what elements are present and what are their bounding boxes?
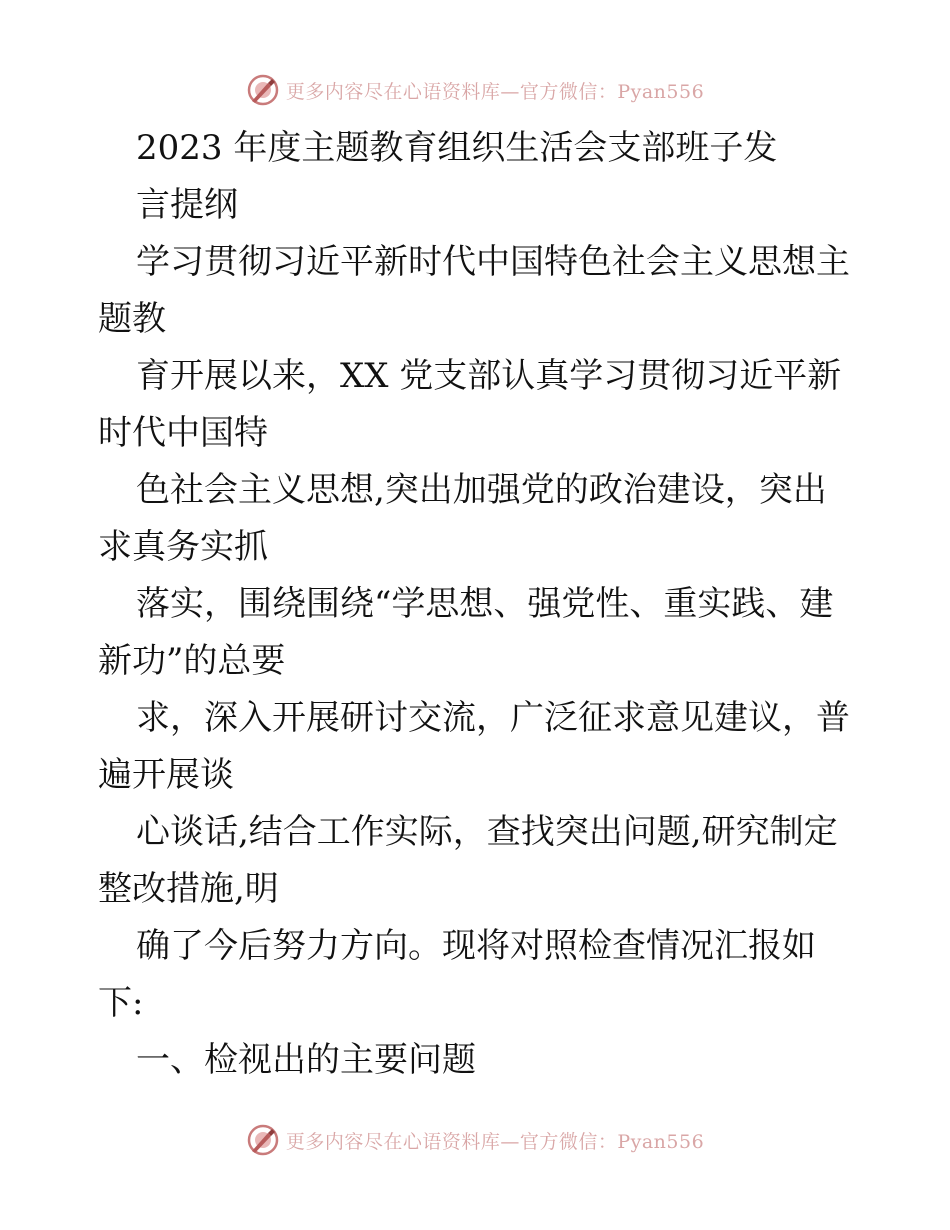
doc-line: 育开展以来，XX 党支部认真学习贯彻习近平新 [136,356,842,396]
doc-line: 色社会主义思想,突出加强党的政治建设，突出 [136,470,827,510]
doc-line: 确了今后努力方向。现将对照检查情况汇报如 [136,926,816,966]
doc-line: 求，深入开展研讨交流，广泛征求意见建议，普 [136,698,850,738]
watermark-header [0,70,950,110]
doc-line: 学习贯彻习近平新时代中国特色社会主义思想主 [136,242,850,282]
doc-line: 下: [98,983,144,1023]
watermark-text: 更多内容尽在心语资料库—官方微信：Pyan556 [285,80,705,103]
pen-seal-logo-icon [246,73,280,107]
pen-seal-logo-icon [246,1123,280,1157]
doc-line: 题教 [98,299,166,339]
doc-line: 2023 年度主题教育组织生活会支部班子发 [136,128,778,168]
watermark-footer [0,1120,950,1160]
doc-line: 心谈话,结合工作实际，查找突出问题,研究制定 [136,812,838,852]
doc-line: 落实，围绕围绕“学思想、强党性、重实践、建 [136,584,834,624]
doc-line: 整改措施,明 [98,869,279,909]
doc-line: 遍开展谈 [98,755,234,795]
doc-line: 言提纲 [136,185,238,225]
doc-line: 新功”的总要 [98,641,286,681]
doc-line: 求真务实抓 [98,527,268,567]
watermark-text: 更多内容尽在心语资料库—官方微信：Pyan556 [285,1130,705,1153]
document-body [98,120,858,1089]
section-heading: 一、检视出的主要问题 [136,1040,476,1080]
doc-line: 时代中国特 [98,413,268,453]
